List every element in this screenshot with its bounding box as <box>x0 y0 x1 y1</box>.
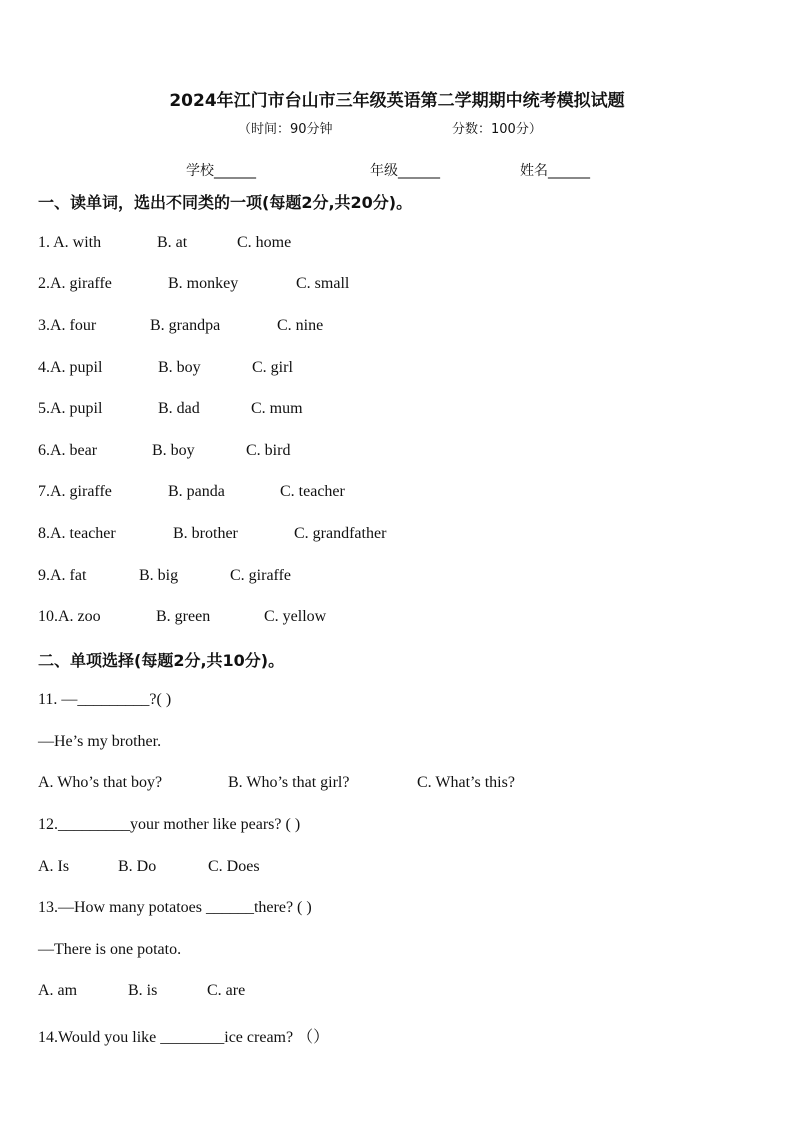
q2-option-c: C. small <box>296 275 350 292</box>
q11-stem: 11. —_________?( ) <box>38 691 172 708</box>
q8-option-b: B. brother <box>173 525 238 542</box>
q9-option-b: B. big <box>139 567 179 584</box>
q1-option-b: B. at <box>157 234 188 251</box>
q13-option-b: B. is <box>128 982 158 999</box>
grade-field: 年级______ <box>370 163 440 179</box>
q9-option-c: C. giraffe <box>230 567 292 584</box>
q13-stem: 13.—How many potatoes ______there? ( ) <box>38 899 312 916</box>
exam-score: 分数：100分） <box>452 122 542 137</box>
q3-option-b: B. grandpa <box>150 317 221 334</box>
q12-option-a: A. Is <box>38 858 70 875</box>
q10-option-c: C. yellow <box>264 608 327 625</box>
q14-stem: 14.Would you like ________ice cream? （） <box>38 1029 330 1046</box>
q6-option-b: B. boy <box>152 442 195 459</box>
q11-answer: —He’s my brother. <box>38 733 162 750</box>
q2-option-b: B. monkey <box>168 275 239 292</box>
q12-option-b: B. Do <box>118 858 157 875</box>
q8-option-a: 8.A. teacher <box>38 525 116 542</box>
q3-option-c: C. nine <box>277 317 324 334</box>
q11-option-c: C. What’s this? <box>417 774 515 791</box>
q9-option-a: 9.A. fat <box>38 567 87 584</box>
q10-option-a: 10.A. zoo <box>38 608 101 625</box>
section2-heading: 二、单项选择(每题2分,共10分)。 <box>38 651 285 670</box>
q4-option-a: 4.A. pupil <box>38 359 103 376</box>
q12-option-c: C. Does <box>208 858 260 875</box>
q6-option-c: C. bird <box>246 442 291 459</box>
q12-stem: 12._________your mother like pears? ( ) <box>38 816 301 833</box>
page-title: 2024年江门市台山市三年级英语第二学期期中统考模拟试题 <box>169 91 625 111</box>
q13-option-c: C. are <box>207 982 246 999</box>
name-field: 姓名______ <box>520 163 590 179</box>
q10-option-b: B. green <box>156 608 211 625</box>
q5-option-c: C. mum <box>251 400 303 417</box>
q4-option-b: B. boy <box>158 359 201 376</box>
q13-answer: —There is one potato. <box>38 941 182 958</box>
q4-option-c: C. girl <box>252 359 293 376</box>
q7-option-a: 7.A. giraffe <box>38 483 112 500</box>
q7-option-b: B. panda <box>168 483 225 500</box>
q5-option-a: 5.A. pupil <box>38 400 103 417</box>
q1-option-c: C. home <box>237 234 292 251</box>
q1-option-a: 1. A. with <box>38 234 102 251</box>
q8-option-c: C. grandfather <box>294 525 387 542</box>
q2-option-a: 2.A. giraffe <box>38 275 112 292</box>
q11-option-b: B. Who’s that girl? <box>228 774 350 791</box>
section1-heading: 一、读单词，选出不同类的一项(每题2分,共20分)。 <box>38 193 413 212</box>
q13-option-a: A. am <box>38 982 78 999</box>
q3-option-a: 3.A. four <box>38 317 97 334</box>
school-field: 学校______ <box>186 163 256 179</box>
q7-option-c: C. teacher <box>280 483 345 500</box>
exam-time: （时间：90分钟 <box>238 122 333 137</box>
q11-option-a: A. Who’s that boy? <box>38 774 163 791</box>
q5-option-b: B. dad <box>158 400 200 417</box>
q6-option-a: 6.A. bear <box>38 442 98 459</box>
